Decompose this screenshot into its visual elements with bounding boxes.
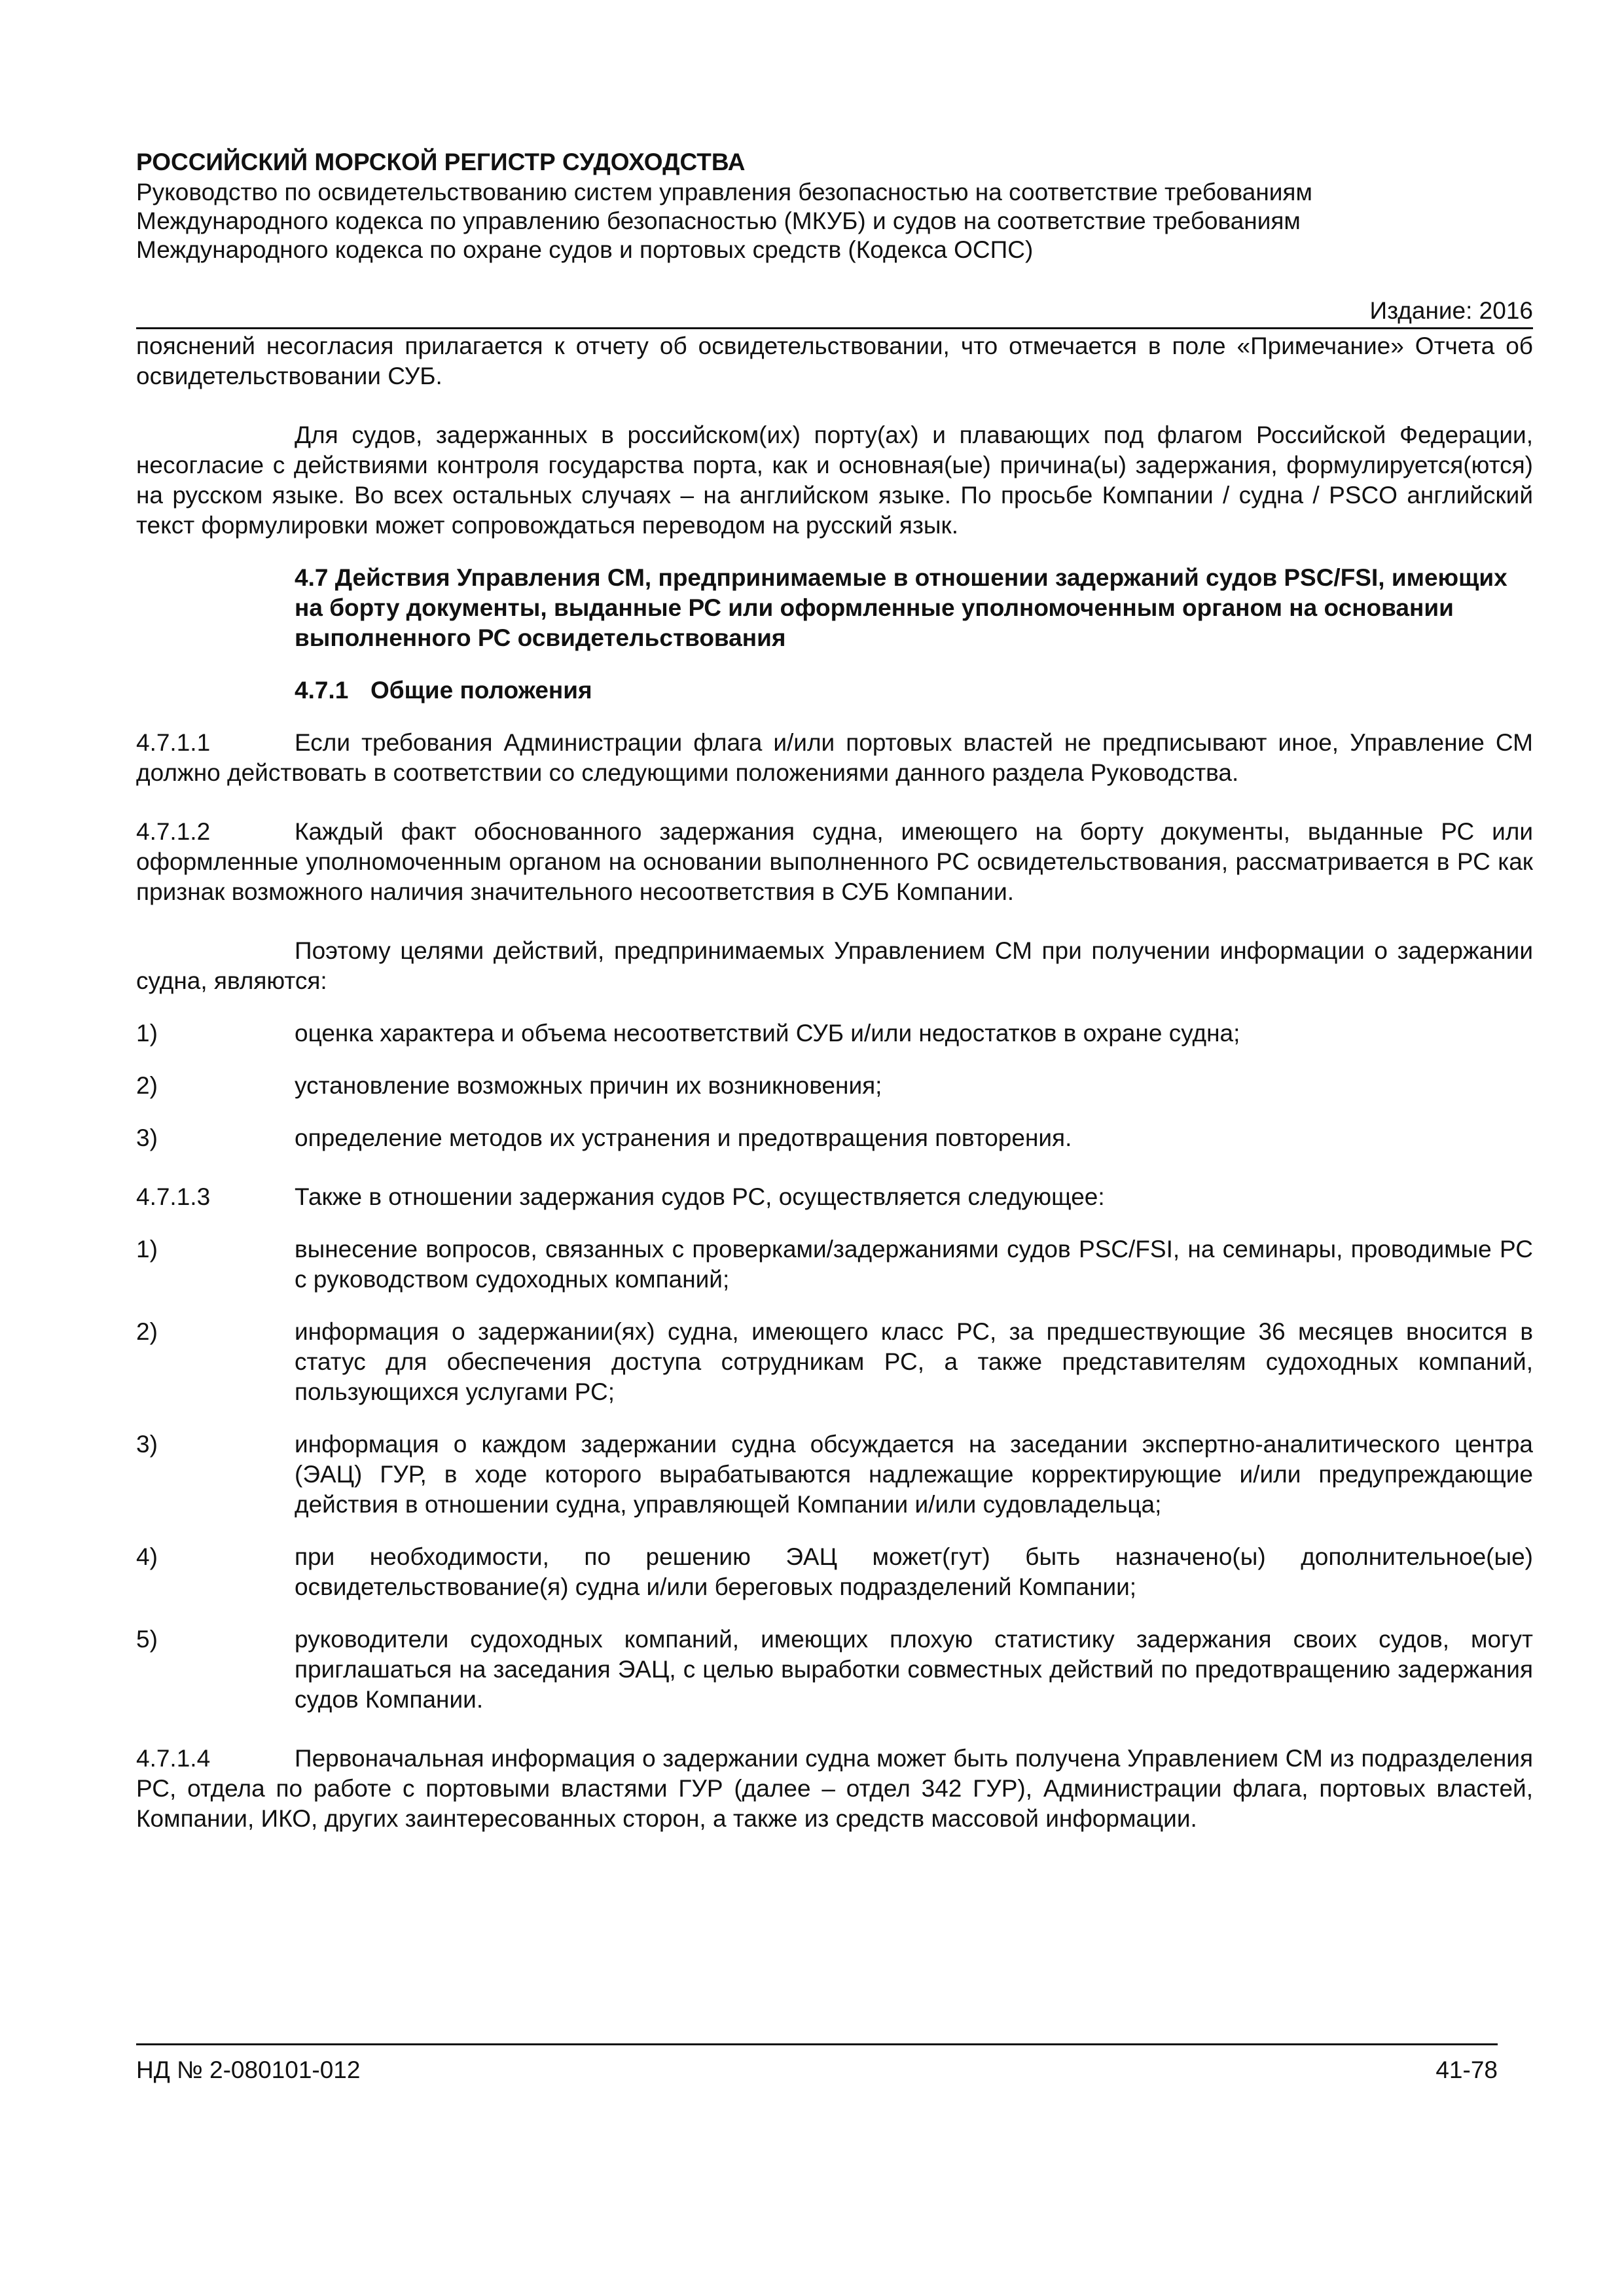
header-divider bbox=[136, 327, 1533, 329]
list-item-text: информация о каждом задержании судна обсуждается на заседании экспертно-аналитического центра (ЭАЦ) ГУР, в ходе которого вырабатываются надлежащие корректирующие и/или предупреждающие действия в отношении судна, управляющей Компании и/или судовладельца; bbox=[295, 1431, 1533, 1518]
subsection-title: Общие положения bbox=[370, 677, 592, 704]
list-item-text: установление возможных причин их возникновения; bbox=[295, 1072, 882, 1099]
list-item-number: 5) bbox=[136, 1626, 158, 1653]
list-item bbox=[136, 1234, 1533, 1295]
clause-4-7-1-1 bbox=[136, 728, 1533, 788]
document-subtitle-line: Руководство по освидетельствованию систем управления безопасностью на соответствие требованиям bbox=[136, 179, 1312, 206]
page-header bbox=[136, 147, 1533, 264]
list-item-number: 3) bbox=[136, 1124, 158, 1151]
continuation-paragraph: пояснений несогласия прилагается к отчету об освидетельствовании, что отмечается в поле «Примечание» Отчета об освидетельствовании СУБ. bbox=[136, 332, 1533, 389]
clause-4-7-1-3 bbox=[136, 1182, 1533, 1212]
clause-number: 4.7.1.3 bbox=[136, 1183, 211, 1210]
document-subtitle-line: Международного кодекса по управлению безопасностью (МКУБ) и судов на соответствие требованиям bbox=[136, 207, 1301, 234]
edition-label: Издание: 2016 bbox=[1369, 297, 1533, 324]
list-item bbox=[136, 1018, 1533, 1049]
list-item-text: информация о задержании(ях) судна, имеющего класс РС, за предшествующие 36 месяцев вносится в статус для обеспечения доступа сотрудникам РС, а также представителям судоходных компаний, пользующихся услугами РС; bbox=[295, 1318, 1533, 1405]
document-subtitle-line: Международного кодекса по охране судов и портовых средств (Кодекса ОСПС) bbox=[136, 236, 1034, 263]
list-item bbox=[136, 1429, 1533, 1520]
list-item-number: 4) bbox=[136, 1543, 158, 1570]
clause-text: Если требования Администрации флага и/или портовых властей не предписывают иное, Управление СМ должно действовать в соответствии со следующими положениями данного раздела Руководства. bbox=[136, 729, 1533, 786]
list-item-text: вынесение вопросов, связанных с проверками/задержаниями судов PSC/FSI, на семинары, проводимые РС с руководством судоходных компаний; bbox=[295, 1236, 1533, 1293]
list-item bbox=[136, 1071, 1533, 1101]
clause-4-7-1-4 bbox=[136, 1744, 1533, 1834]
list-item-number: 3) bbox=[136, 1431, 158, 1458]
list-item-text: руководители судоходных компаний, имеющих плохую статистику задержания своих судов, могут приглашаться на заседания ЭАЦ, с целью выработки совместных действий по предотвращению задержания судов Компании. bbox=[295, 1626, 1533, 1713]
list-item-text: определение методов их устранения и предотвращения повторения. bbox=[295, 1124, 1072, 1151]
list-item bbox=[136, 1624, 1533, 1715]
section-heading: 4.7 Действия Управления СМ, предпринимаемые в отношении задержаний судов PSC/FSI, имеющих на борту документы, выданные РС или оформленные уполномоченным органом на основании выполненного РС освидетельствования bbox=[295, 564, 1507, 651]
list-item-number: 2) bbox=[136, 1318, 158, 1345]
list-item-number: 2) bbox=[136, 1072, 158, 1099]
clause-4-7-1-2 bbox=[136, 817, 1533, 907]
page-number: 41-78 bbox=[1435, 2056, 1498, 2083]
clause-number: 4.7.1.2 bbox=[136, 818, 211, 845]
footer-divider bbox=[136, 2043, 1498, 2045]
list-item bbox=[136, 1123, 1533, 1153]
subsection-number: 4.7.1 bbox=[295, 677, 349, 704]
subsection-heading bbox=[295, 675, 1533, 706]
clause-text: Первоначальная информация о задержании судна может быть получена Управлением СМ из подразделения РС, отдела по работе с портовыми властями ГУР (далее – отдел 342 ГУР), Администрации флага, портовых властей, Компании, ИКО, других заинтересованных сторон, а также из средств массовой информации. bbox=[136, 1745, 1533, 1832]
clause-text: Каждый факт обоснованного задержания судна, имеющего на борту документы, выданные РС или оформленные уполномоченным органом на основании выполненного РС освидетельствования, рассматривается в РС как признак возможного наличия значительного несоответствия в СУБ Компании. bbox=[136, 818, 1533, 905]
document-body bbox=[136, 331, 1533, 1834]
language-paragraph: Для судов, задержанных в российском(их) порту(ах) и плавающих под флагом Российской Федерации, несогласие с действиями контроля государства порта, как и основная(ые) причина(ы) задержания, формулируется(ются) на русском языке. Во всех остальных случаях – на английском языке. По просьбе Компании / судна / PSCO английский текст формулировки может сопровождаться переводом на русский язык. bbox=[136, 422, 1533, 539]
list-item-text: при необходимости, по решению ЭАЦ может(гут) быть назначено(ы) дополнительное(ые) освидетельствование(я) судна и/или береговых подразделений Компании; bbox=[295, 1543, 1533, 1600]
list-item-text: оценка характера и объема несоответствий СУБ и/или недостатков в охране судна; bbox=[295, 1020, 1240, 1047]
list-item bbox=[136, 1542, 1533, 1602]
list-item bbox=[136, 1317, 1533, 1407]
clause-number: 4.7.1.4 bbox=[136, 1745, 211, 1772]
goals-intro-paragraph: Поэтому целями действий, предпринимаемых Управлением СМ при получении информации о задержании судна, являются: bbox=[136, 937, 1533, 994]
clause-text: Также в отношении задержания судов РС, осуществляется следующее: bbox=[295, 1183, 1105, 1210]
clause-number: 4.7.1.1 bbox=[136, 729, 211, 756]
organization-name: РОССИЙСКИЙ МОРСКОЙ РЕГИСТР СУДОХОДСТВА bbox=[136, 149, 746, 175]
list-item-number: 1) bbox=[136, 1020, 158, 1047]
list-item-number: 1) bbox=[136, 1236, 158, 1263]
document-number: НД № 2-080101-012 bbox=[136, 2056, 361, 2083]
